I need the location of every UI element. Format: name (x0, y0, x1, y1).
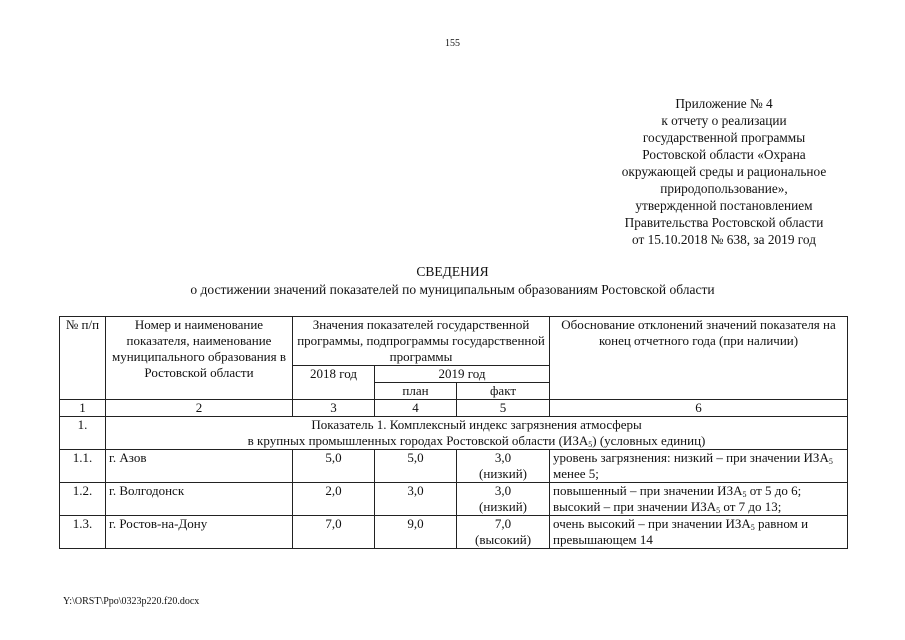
row-justification: повышенный – при значении $ИЗА_5$ от 5 до 6; высокий – при значении $ИЗА_5$ от 7 до 13; (550, 483, 848, 516)
appendix-line: от 15.10.2018 № 638, за 2019 год (632, 232, 816, 247)
header-2019: 2019 год (375, 366, 550, 383)
appendix-line: к отчету о реализации (661, 113, 787, 128)
appendix-block (586, 95, 862, 248)
row-justification: очень высокий – при значении $ИЗА_5$ равном и превышающем 14 (550, 516, 848, 549)
document-title: СВЕДЕНИЯ (416, 264, 489, 279)
appendix-line: окружающей среды и рациональное (621, 164, 827, 179)
file-path-footer: Y:\ORST\Ppo\0323p220.f20.docx (63, 596, 200, 607)
row-2018: 7,0 (293, 516, 375, 549)
fact-note: (высокий) (475, 532, 532, 547)
section-line1: Показатель 1. Комплексный индекс загрязнения атмосферы (311, 417, 642, 432)
col-number: 4 (375, 400, 457, 417)
fact-value: 7,0 (494, 516, 512, 531)
col-number: 2 (106, 400, 293, 417)
header-name: Номер и наименование показателя, наименование муниципального образования в Ростовской области (106, 317, 293, 400)
document-title-block (0, 263, 905, 299)
document-subtitle: о достижении значений показателей по муниципальным образованиям Ростовской области (190, 282, 715, 297)
column-number-row (60, 400, 848, 417)
row-fact (457, 450, 550, 483)
col-number: 3 (293, 400, 375, 417)
row-fact (457, 516, 550, 549)
appendix-line: Правительства Ростовской области (624, 215, 824, 230)
appendix-line: Ростовской области «Охрана (642, 147, 806, 162)
header-row (60, 317, 848, 366)
fact-note: (низкий) (479, 466, 527, 481)
header-justification: Обоснование отклонений значений показателя на конец отчетного года (при наличии) (550, 317, 848, 400)
row-fact (457, 483, 550, 516)
data-table (59, 316, 848, 549)
col-number: 5 (457, 400, 550, 417)
section-row (60, 417, 848, 450)
row-plan: 9,0 (375, 516, 457, 549)
row-justification: уровень загрязнения: низкий – при значении $ИЗА_5$ менее 5; (550, 450, 848, 483)
appendix-line: государственной программы (642, 130, 806, 145)
row-plan: 3,0 (375, 483, 457, 516)
row-plan: 5,0 (375, 450, 457, 483)
row-city: г. Волгодонск (106, 483, 293, 516)
section-num: 1. (60, 417, 106, 450)
section-line2: в крупных промышленных городах Ростовской области $(ИЗА_5)$ (условных единиц) (247, 433, 706, 449)
fact-note: (низкий) (479, 499, 527, 514)
table-row (60, 483, 848, 516)
header-num: № п/п (60, 317, 106, 400)
fact-value: 3,0 (494, 483, 512, 498)
header-plan: план (375, 383, 457, 400)
row-city: г. Ростов-на-Дону (106, 516, 293, 549)
row-2018: 2,0 (293, 483, 375, 516)
row-num: 1.3. (60, 516, 106, 549)
header-2018: 2018 год (293, 366, 375, 400)
page-number: 155 (445, 38, 460, 49)
appendix-line: утвержденной постановлением (635, 198, 813, 213)
row-2018: 5,0 (293, 450, 375, 483)
appendix-line: природопользование», (660, 181, 788, 196)
col-number: 1 (60, 400, 106, 417)
table-row (60, 450, 848, 483)
section-title (106, 417, 848, 450)
row-city: г. Азов (106, 450, 293, 483)
header-fact: факт (457, 383, 550, 400)
row-num: 1.2. (60, 483, 106, 516)
appendix-line: Приложение № 4 (675, 96, 773, 111)
header-values: Значения показателей государственной программы, подпрограммы государственной программы (293, 317, 550, 366)
row-num: 1.1. (60, 450, 106, 483)
fact-value: 3,0 (494, 450, 512, 465)
col-number: 6 (550, 400, 848, 417)
table-row (60, 516, 848, 549)
